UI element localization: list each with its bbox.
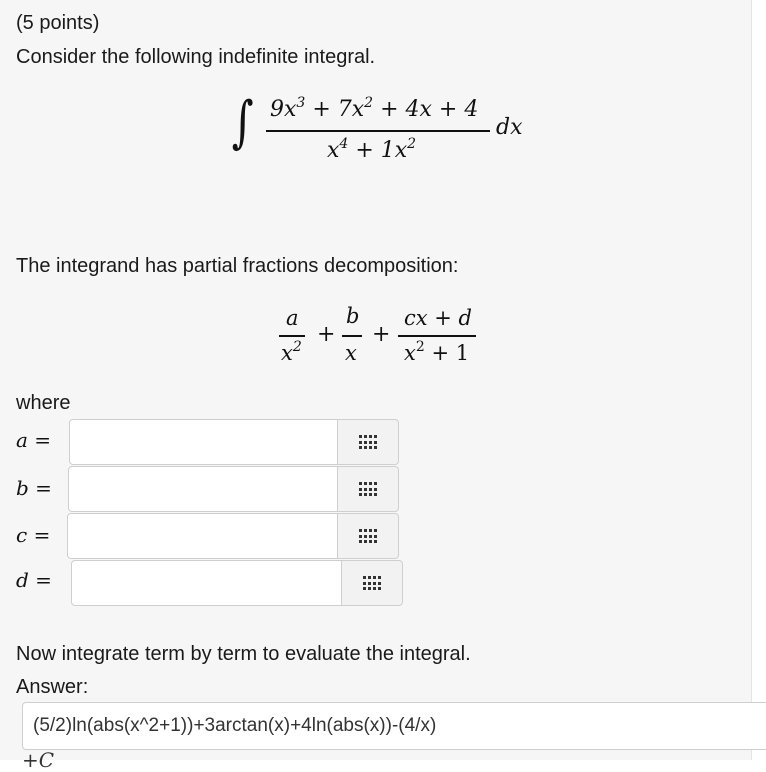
integrand-denominator: $x^4 + 1x^2$: [327, 136, 417, 163]
grid-icon: [359, 482, 377, 496]
frac-a-bar: [279, 335, 305, 337]
frac-a-numerator: a: [286, 306, 299, 330]
c-equation-editor-button[interactable]: [338, 513, 399, 559]
var-d-label: d =: [16, 568, 52, 592]
var-a-label: a =: [16, 428, 52, 452]
where-label: where: [16, 392, 71, 414]
grid-icon: [359, 529, 377, 543]
frac-b-bar: [342, 335, 362, 337]
a-equation-editor-button[interactable]: [338, 419, 399, 465]
grid-icon: [363, 576, 381, 590]
frac-b-denominator: x: [345, 341, 357, 365]
plus-sign-2: +: [372, 322, 391, 347]
integral-symbol: ∫: [231, 90, 254, 155]
b-input[interactable]: [68, 466, 338, 512]
d-equation-editor-button[interactable]: [342, 560, 403, 606]
b-equation-editor-button[interactable]: [338, 466, 399, 512]
frac-c-numerator: cx + d: [404, 306, 472, 330]
var-c-label: c =: [16, 523, 51, 547]
answer-input-value: (5/2)ln(abs(x^2+1))+3arctan(x)+4ln(abs(x))-(4/x): [33, 715, 437, 736]
frac-b-numerator: b: [346, 304, 360, 328]
integrate-instructions: Now integrate term by term to evaluate the integral.: [16, 643, 471, 665]
plus-c-label: +C: [22, 748, 55, 772]
frac-c-denominator: $x^2 + 1$: [404, 339, 470, 365]
question-prompt: Consider the following indefinite integral.: [16, 46, 376, 68]
integrand-fraction-bar: [266, 130, 490, 132]
decomposition-text: The integrand has partial fractions decomposition:: [16, 255, 459, 277]
var-b-label: b =: [16, 476, 52, 500]
points-label: (5 points): [16, 12, 100, 34]
integrand-numerator: $9x^3 + 7x^2 + 4x + 4$: [270, 95, 479, 122]
dx-label: dx: [496, 115, 523, 140]
d-input[interactable]: [71, 560, 342, 606]
grid-icon: [359, 435, 377, 449]
frac-a-denominator: $x^2$: [281, 339, 302, 365]
frac-c-bar: [398, 335, 476, 337]
a-input[interactable]: [69, 419, 338, 465]
answer-label: Answer:: [16, 676, 89, 698]
plus-sign-1: +: [317, 322, 336, 347]
c-input[interactable]: [67, 513, 338, 559]
answer-input[interactable]: [22, 702, 766, 750]
